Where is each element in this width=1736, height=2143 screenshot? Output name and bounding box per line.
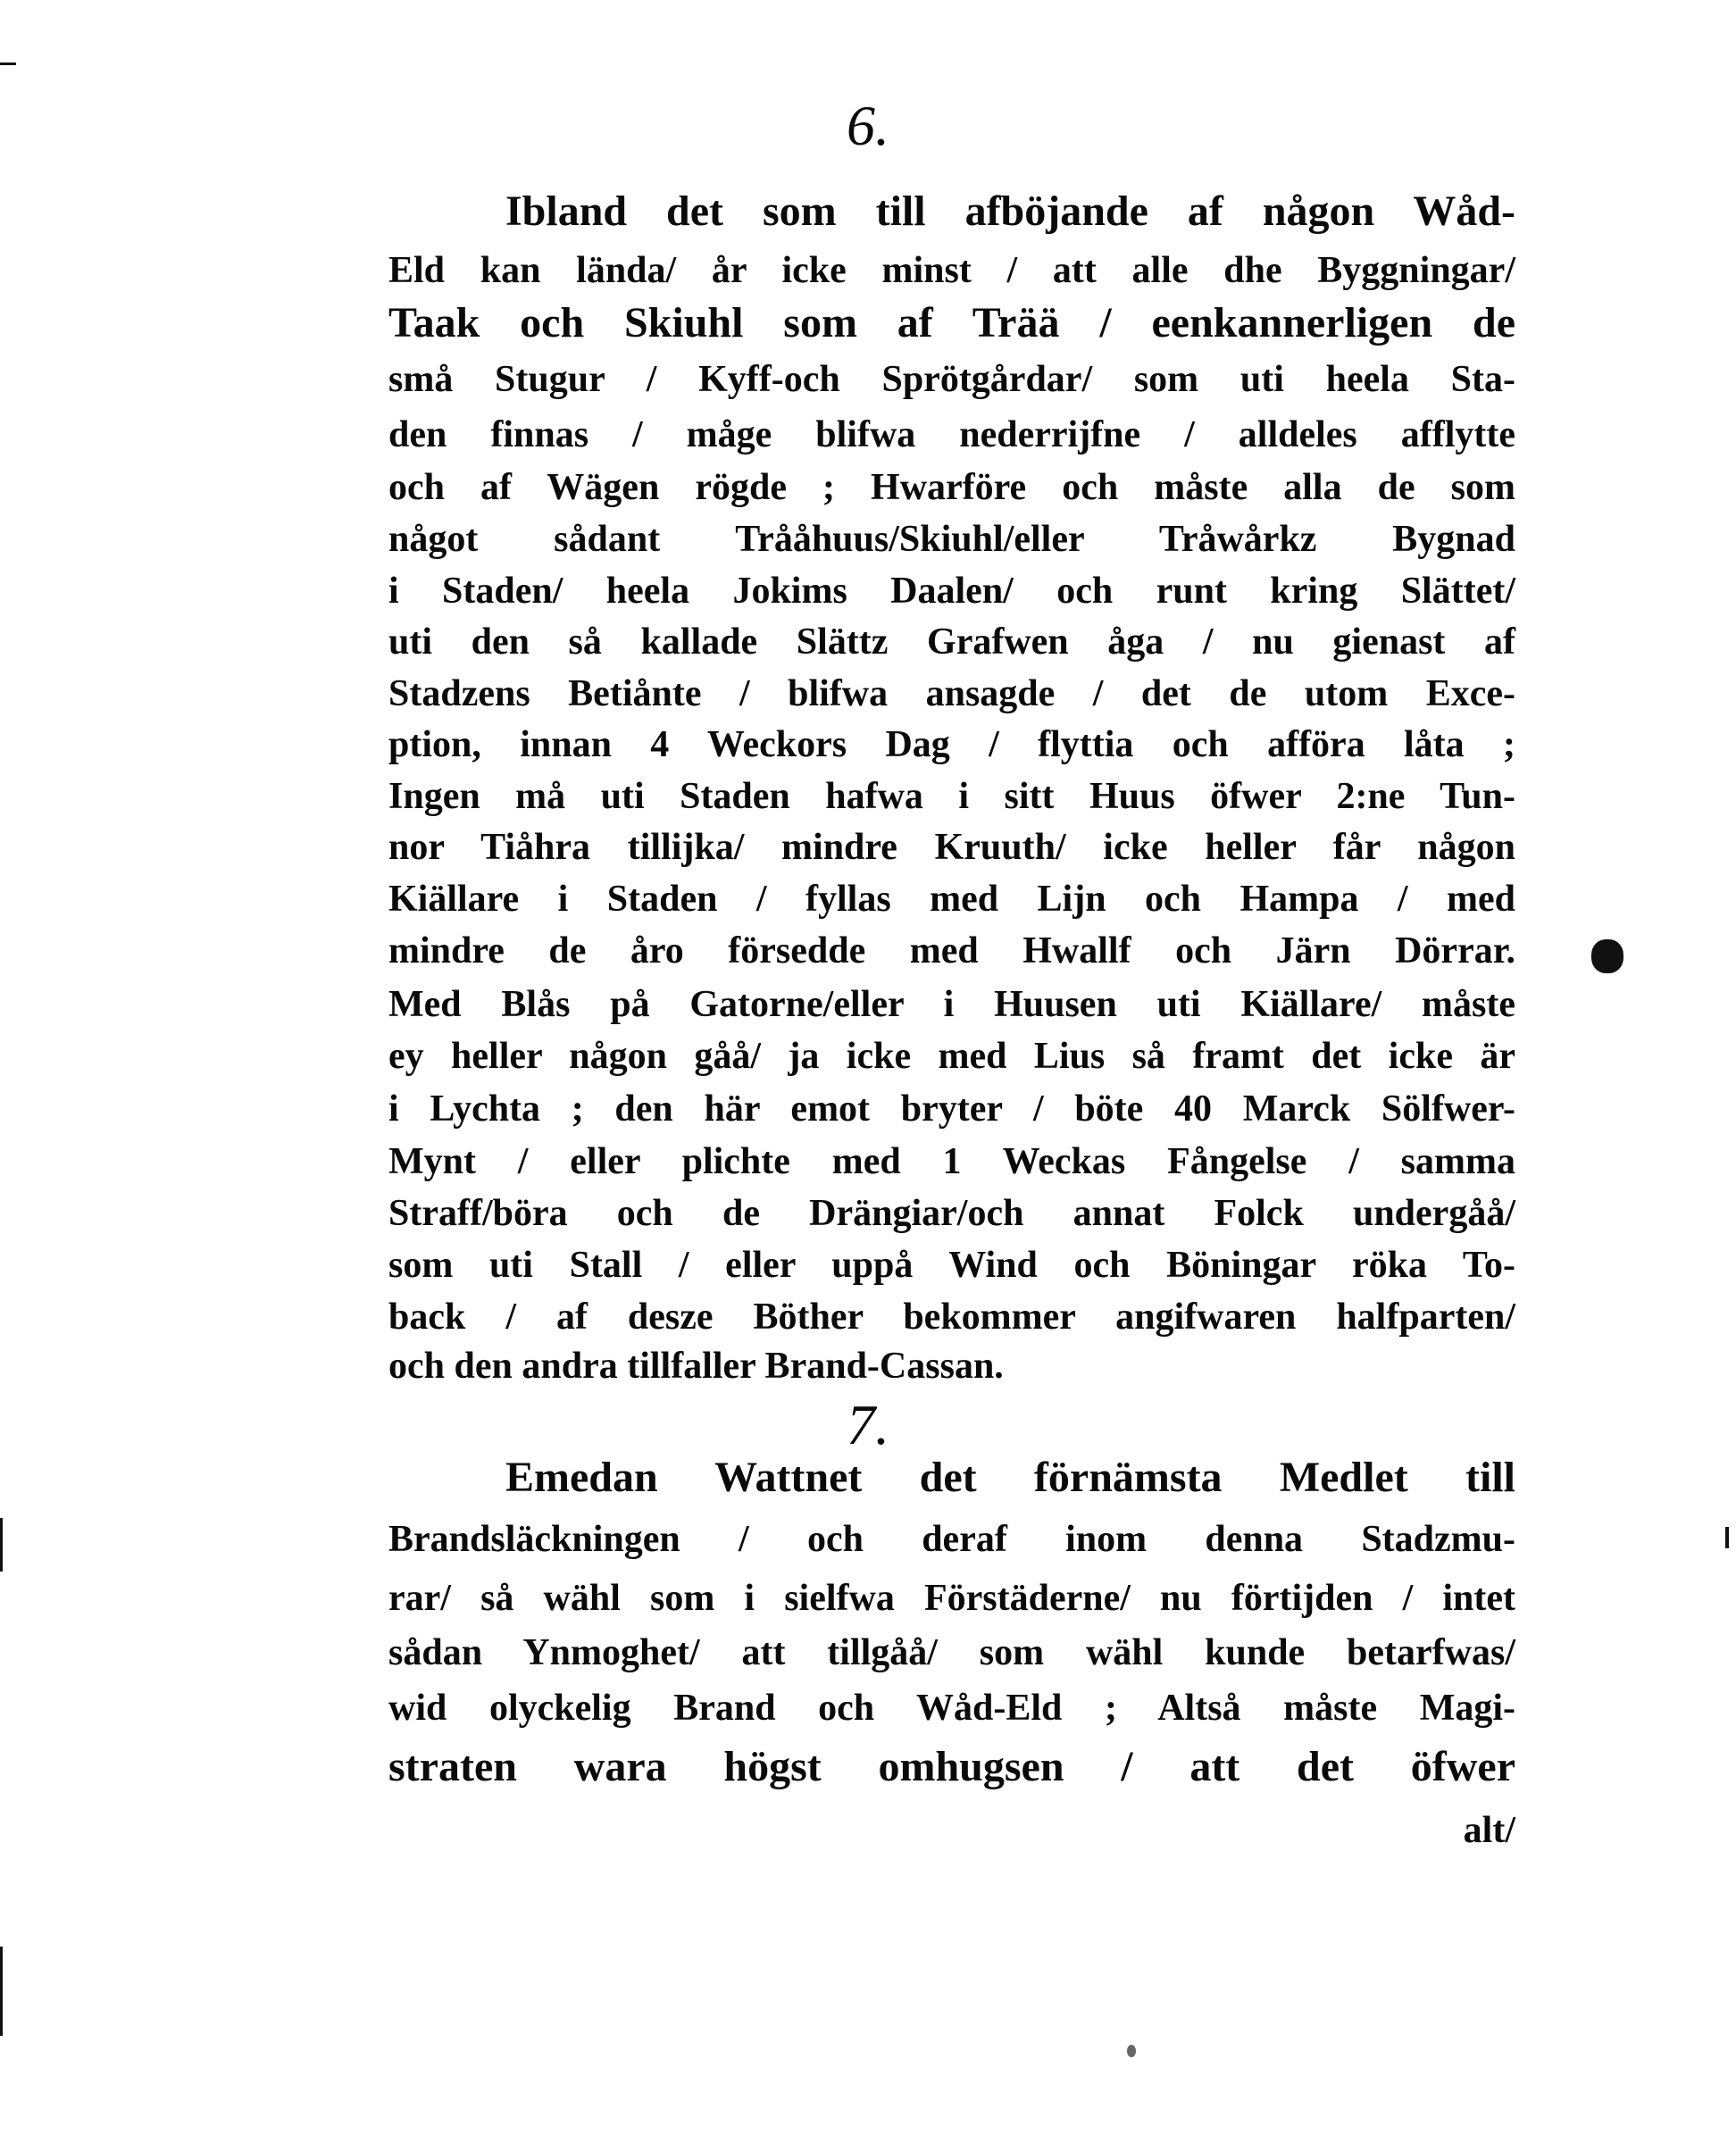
text-line: den finnas / måge blifwa nederrijfne / alldeles afflytte [388,414,1515,455]
text-line: straten wara högst omhugsen / att det öfwer [388,1743,1515,1790]
section-number: 7. [847,1393,889,1456]
section-number: 6. [847,94,889,157]
text-line: uti den så kallade Slättz Grafwen åga / nu gienast af [388,621,1515,663]
text-line: och af Wägen rögde ; Hwarföre och måste alla de som [388,467,1515,508]
text-line: wid olyckelig Brand och Wåd-Eld ; Altså måste Magi- [388,1688,1515,1729]
text-line: i Staden/ heela Jokims Daalen/ och runt kring Slättet/ [388,571,1515,612]
text-line: och den andra tillfaller Brand-Cassan. [388,1346,1004,1387]
text-line: mindre de åro försedde med Hwallf och Järn Dörrar. [388,930,1515,971]
text-line: back / af desze Böther bekommer angifwaren halfparten/ [388,1297,1515,1338]
text-line: rar/ så wähl som i sielfwa Förstäderne/ nu förtijden / intet [388,1578,1515,1619]
text-line: Stadzens Betiånte / blifwa ansagde / det de utom Exce- [388,673,1515,714]
text-line: Mynt / eller plichte med 1 Weckas Fångelse / samma [388,1141,1515,1182]
text-line: små Stugur / Kyff-och Sprötgårdar/ som uti heela Sta- [388,359,1515,400]
text-line: något sådant Trååhuus/Skiuhl/eller Tråwårkz Bygnad [388,519,1515,560]
text-line: Emedan Wattnet det förnämsta Medlet till [505,1454,1515,1501]
edge-mark [0,1518,3,1572]
text-line: Brandsläckningen / och deraf inom denna Stadzmu- [388,1519,1515,1560]
text-line: Eld kan lända/ år icke minst / att alle dhe Byggningar/ [388,250,1515,291]
text-line: Kiällare i Staden / fyllas med Lijn och Hampa / med [388,879,1515,920]
catchword: alt/ [1463,1810,1515,1851]
edge-mark [0,1947,3,2036]
text-line: Ingen må uti Staden hafwa i sitt Huus öfwer 2:ne Tun- [388,776,1515,817]
ink-blot [1591,939,1623,973]
text-line: ption, innan 4 Weckors Dag / flyttia och afföra låta ; [388,724,1515,765]
text-line: i Lychta ; den här emot bryter / böte 40 Marck Sölfwer- [388,1088,1515,1130]
text-line: Taak och Skiuhl som af Trää / eenkannerligen de [388,299,1515,346]
text-line: Ibland det som till afböjande af någon Wåd- [505,188,1515,235]
edge-mark [0,63,16,65]
speck [1127,2045,1136,2057]
text-line: ey heller någon gåå/ ja icke med Lius så framt det icke är [388,1036,1515,1077]
text-line: sådan Ynmoghet/ att tillgåå/ som wähl kunde betarfwas/ [388,1632,1515,1673]
text-line: nor Tiåhra tillijka/ mindre Kruuth/ icke heller får någon [388,827,1515,868]
text-line: som uti Stall / eller uppå Wind och Böningar röka To- [388,1245,1515,1286]
text-line: Med Blås på Gatorne/eller i Huusen uti Kiällare/ måste [388,984,1515,1025]
edge-mark [1725,1527,1729,1548]
text-line: Straff/böra och de Drängiar/och annat Folck undergåå/ [388,1193,1515,1234]
